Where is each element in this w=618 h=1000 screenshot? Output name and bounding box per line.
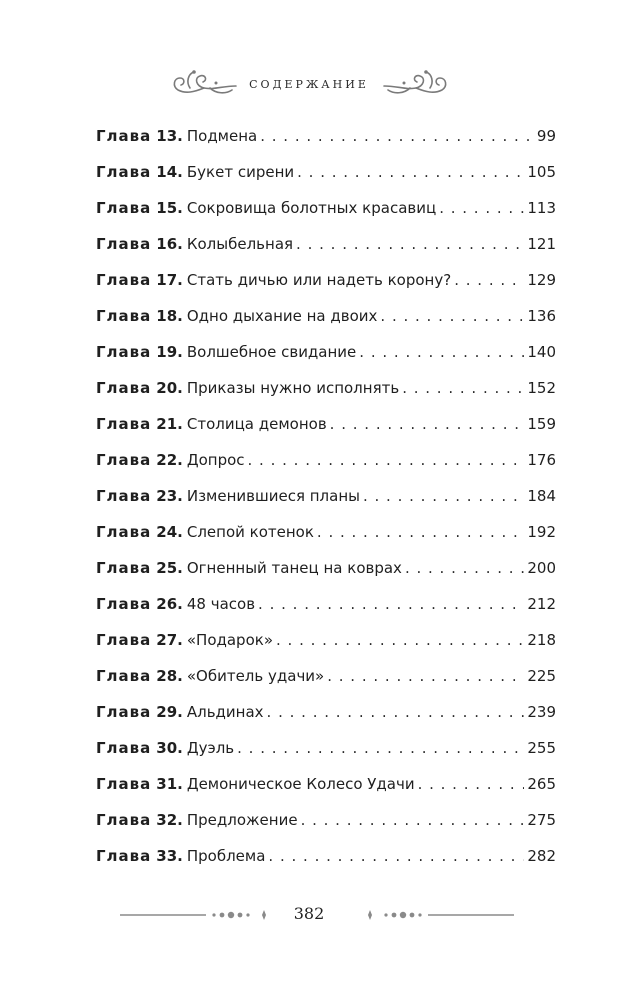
toc-entry: [96, 334, 556, 370]
chapter-title: Изменившиеся планы: [186, 487, 360, 505]
dot-leader: [327, 658, 524, 694]
chapter-title: Одно дыхание на двоих: [186, 307, 378, 325]
chapter-number: 18.: [156, 307, 183, 325]
chapter-label: Глава: [96, 451, 152, 469]
chapter-title: Колыбельная: [186, 235, 294, 253]
toc-entry: [96, 298, 556, 334]
chapter-page-number: 275: [527, 811, 556, 829]
dot-leader: [297, 154, 524, 190]
toc-entry: [96, 118, 556, 154]
chapter-label: Глава: [96, 847, 152, 865]
chapter-page-number: 239: [527, 703, 556, 721]
chapter-page-number: 105: [527, 163, 556, 181]
chapter-number: 17.: [156, 271, 183, 289]
chapter-label: Глава: [96, 523, 152, 541]
chapter-number: 15.: [156, 199, 183, 217]
chapter-number: 21.: [156, 415, 183, 433]
dot-leader: [363, 478, 524, 514]
chapter-label: Глава: [96, 199, 152, 217]
dot-leader: [418, 766, 525, 802]
dot-leader: [317, 514, 524, 550]
chapter-number: 14.: [156, 163, 183, 181]
dot-leader: [439, 190, 524, 226]
toc-entry: [96, 442, 556, 478]
chapter-page-number: 176: [527, 451, 556, 469]
chapter-title: 48 часов: [186, 595, 256, 613]
toc-entry: [96, 802, 556, 838]
dot-leader: [268, 838, 524, 874]
chapter-label: Глава: [96, 595, 152, 613]
chapter-page-number: 282: [527, 847, 556, 865]
chapter-number: 31.: [156, 775, 183, 793]
chapter-title: Волшебное свидание: [186, 343, 357, 361]
chapter-page-number: 113: [527, 199, 556, 217]
chapter-page-number: 255: [527, 739, 556, 757]
chapter-title: Букет сирени: [186, 163, 295, 181]
chapter-number: 22.: [156, 451, 183, 469]
toc-entry: [96, 550, 556, 586]
dotted-line-ornament-icon: [364, 906, 514, 924]
chapter-label: Глава: [96, 811, 152, 829]
chapter-label: Глава: [96, 739, 152, 757]
chapter-label: Глава: [96, 379, 152, 397]
chapter-page-number: 192: [527, 523, 556, 541]
chapter-page-number: 129: [527, 271, 556, 289]
toc-entry: [96, 154, 556, 190]
chapter-number: 24.: [156, 523, 183, 541]
dot-leader: [402, 370, 524, 406]
toc-entry: [96, 838, 556, 874]
chapter-number: 33.: [156, 847, 183, 865]
dot-leader: [330, 406, 525, 442]
chapter-title: Стать дичью или надеть корону?: [186, 271, 452, 289]
toc-entry: [96, 478, 556, 514]
toc-entry: [96, 514, 556, 550]
chapter-title: Предложение: [186, 811, 298, 829]
toc-entry: [96, 262, 556, 298]
chapter-page-number: 225: [527, 667, 556, 685]
chapter-page-number: 200: [527, 559, 556, 577]
flourish-ornament-icon: [382, 64, 450, 104]
chapter-label: Глава: [96, 415, 152, 433]
chapter-label: Глава: [96, 487, 152, 505]
toc-header: [0, 64, 618, 104]
toc-entry: [96, 586, 556, 622]
page-title: содержание: [249, 74, 369, 92]
chapter-title: Альдинах: [186, 703, 264, 721]
chapter-label: Глава: [96, 631, 152, 649]
chapter-number: 29.: [156, 703, 183, 721]
chapter-label: Глава: [96, 271, 152, 289]
chapter-label: Глава: [96, 775, 152, 793]
chapter-page-number: 159: [527, 415, 556, 433]
toc-entry: [96, 226, 556, 262]
chapter-label: Глава: [96, 703, 152, 721]
chapter-title: Подмена: [186, 127, 258, 145]
chapter-page-number: 218: [527, 631, 556, 649]
chapter-label: Глава: [96, 127, 152, 145]
chapter-title: Проблема: [186, 847, 266, 865]
dot-leader: [296, 226, 524, 262]
chapter-page-number: 140: [527, 343, 556, 361]
chapter-title: Сокровища болотных красавиц: [186, 199, 437, 217]
chapter-page-number: 121: [527, 235, 556, 253]
chapter-title: Слепой котенок: [186, 523, 314, 541]
chapter-number: 23.: [156, 487, 183, 505]
chapter-title: Дуэль: [186, 739, 235, 757]
chapter-label: Глава: [96, 235, 152, 253]
toc-entry: [96, 370, 556, 406]
dot-leader: [267, 694, 525, 730]
chapter-number: 32.: [156, 811, 183, 829]
dot-leader: [454, 262, 524, 298]
dot-leader: [301, 802, 525, 838]
toc-entry: [96, 190, 556, 226]
chapter-number: 19.: [156, 343, 183, 361]
page-number: 382: [293, 904, 325, 923]
dot-leader: [380, 298, 524, 334]
toc-entry: [96, 766, 556, 802]
chapter-title: Огненный танец на коврах: [186, 559, 402, 577]
dot-leader: [260, 118, 534, 154]
chapter-title: «Обитель удачи»: [186, 667, 325, 685]
chapter-label: Глава: [96, 667, 152, 685]
page-footer: [0, 900, 618, 930]
chapter-page-number: 136: [527, 307, 556, 325]
chapter-page-number: 265: [527, 775, 556, 793]
chapter-label: Глава: [96, 163, 152, 181]
toc-entry: [96, 658, 556, 694]
chapter-title: Столица демонов: [186, 415, 327, 433]
toc-entry: [96, 406, 556, 442]
toc-entry: [96, 622, 556, 658]
chapter-label: Глава: [96, 307, 152, 325]
toc-entry: [96, 730, 556, 766]
chapter-number: 13.: [156, 127, 183, 145]
chapter-page-number: 99: [536, 127, 556, 145]
chapter-number: 26.: [156, 595, 183, 613]
chapter-title: «Подарок»: [186, 631, 273, 649]
chapter-label: Глава: [96, 559, 152, 577]
chapter-title: Демоническое Колесо Удачи: [186, 775, 415, 793]
chapter-number: 30.: [156, 739, 183, 757]
dot-leader: [359, 334, 524, 370]
chapter-number: 27.: [156, 631, 183, 649]
dot-leader: [258, 586, 524, 622]
chapter-title: Приказы нужно исполнять: [186, 379, 400, 397]
dot-leader: [405, 550, 524, 586]
chapter-page-number: 152: [527, 379, 556, 397]
chapter-number: 25.: [156, 559, 183, 577]
dot-leader: [237, 730, 524, 766]
toc-list: [96, 118, 556, 874]
chapter-number: 28.: [156, 667, 183, 685]
chapter-number: 20.: [156, 379, 183, 397]
dot-leader: [276, 622, 524, 658]
chapter-title: Допрос: [186, 451, 245, 469]
chapter-page-number: 184: [527, 487, 556, 505]
dot-leader: [248, 442, 525, 478]
chapter-number: 16.: [156, 235, 183, 253]
chapter-label: Глава: [96, 343, 152, 361]
chapter-page-number: 212: [527, 595, 556, 613]
toc-entry: [96, 694, 556, 730]
